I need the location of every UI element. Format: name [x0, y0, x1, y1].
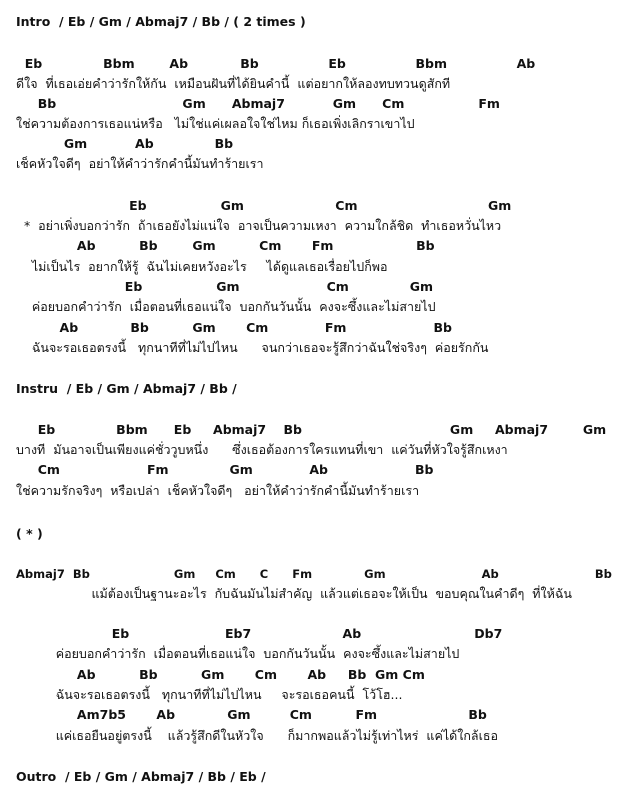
- lyric-line: ค่อยบอกคำว่ารัก เมื่อตอนที่เธอแน่ใจ บอกกันวันนั้น คงจะซึ้งและไม่สายไป: [16, 646, 460, 661]
- lyric-line: ฉันจะรอเธอตรงนี้ ทุกนาทีที่ไม่ไปไหน จะรอเธอคนนี้ โว้โฮ...: [16, 687, 403, 702]
- lyric-line: * อย่าเพิ่งบอกว่ารัก ถ้าเธอยังไม่แน่ใจ อาจเป็นความเหงา ความใกล้ชิด ทำเธอหวั่นไหว: [16, 218, 502, 233]
- chord-line: Gm Ab Bb: [16, 136, 234, 151]
- chord-line: Eb Bbm Eb Abmaj7 Bb Gm Abmaj7 Gm: [16, 422, 607, 437]
- section-intro: Intro / Eb / Gm / Abmaj7 / Bb / ( 2 times ): [16, 14, 306, 29]
- chord-line: Eb Gm Cm Gm: [16, 198, 512, 213]
- lyric-line: แค่เธอยืนอยู่ตรงนี้ แล้วรู้สึกดีในหัวใจ ก็มากพอแล้วไม่รู้เท่าไหร่ แค่ได้ใกล้เธอ: [16, 728, 498, 743]
- chord-line: Ab Bb Gm Cm Fm Bb: [16, 320, 452, 335]
- lyric-line: ใช่ความรักจริงๆ หรือเปล่า เช็คหัวใจดีๆ อย่าให้คำว่ารักคำนี้มันทำร้ายเรา: [16, 483, 420, 498]
- chord-line: Eb Bbm Ab Bb Eb Bbm Ab: [16, 56, 536, 71]
- section-instru: Instru / Eb / Gm / Abmaj7 / Bb /: [16, 381, 237, 396]
- lyric-line: บางที มันอาจเป็นเพียงแค่ชั่ววูบหนึ่ง ซึ่งเธอต้องการใครแทนที่เขา แค่วันที่หัวใจรู้สึกเหงา: [16, 442, 508, 457]
- section-outro: Outro / Eb / Gm / Abmaj7 / Bb / Eb /: [16, 769, 266, 784]
- lyric-line: ฉันจะรอเธอตรงนี้ ทุกนาทีที่ไม่ไปไหน จนกว่าเธอจะรู้สึกว่าฉันใช่จริงๆ ค่อยรักกัน: [16, 340, 489, 355]
- lyric-line: ใช่ความต้องการเธอแน่หรือ ไม่ใช่แค่เผลอใจใช่ไหม ก็เธอเพิ่งเลิกราเขาไป: [16, 116, 415, 131]
- section-repeat: ( * ): [16, 526, 43, 541]
- chord-line: Abmaj7 Bb Gm Cm C Fm Gm Ab Bb: [16, 567, 612, 581]
- chord-line: Eb Gm Cm Gm: [16, 279, 433, 294]
- lyric-line: เช็คหัวใจดีๆ อย่าให้คำว่ารักคำนี้มันทำร้ายเรา: [16, 156, 264, 171]
- chord-line: Am7b5 Ab Gm Cm Fm Bb: [16, 707, 487, 722]
- chord-line: Eb Eb7 Ab Db7: [16, 626, 503, 641]
- chord-line: Bb Gm Abmaj7 Gm Cm Fm: [16, 96, 500, 111]
- chord-line: Ab Bb Gm Cm Ab Bb Gm Cm: [16, 667, 425, 682]
- lyric-line: ค่อยบอกคำว่ารัก เมื่อตอนที่เธอแน่ใจ บอกกันวันนั้น คงจะซึ้งและไม่สายไป: [16, 299, 436, 314]
- lyric-line: ไม่เป็นไร อยากให้รู้ ฉันไม่เคยหวังอะไร ได้ดูแลเธอเรื่อยไปก็พอ: [16, 259, 388, 274]
- chord-line: Ab Bb Gm Cm Fm Bb: [16, 238, 435, 253]
- lyric-line: ดีใจ ที่เธอเอ่ยคำว่ารักให้กัน เหมือนฝันที่ได้ยินคำนี้ แต่อยากให้ลองทบทวนดูสักที: [16, 76, 451, 91]
- lyric-line: แม้ต้องเป็นฐานะอะไร กับฉันมันไม่สำคัญ แล้วแต่เธอจะให้เป็น ขอบคุณในคำดีๆ ที่ให้ฉัน: [16, 586, 572, 601]
- chord-line: Cm Fm Gm Ab Bb: [16, 462, 434, 477]
